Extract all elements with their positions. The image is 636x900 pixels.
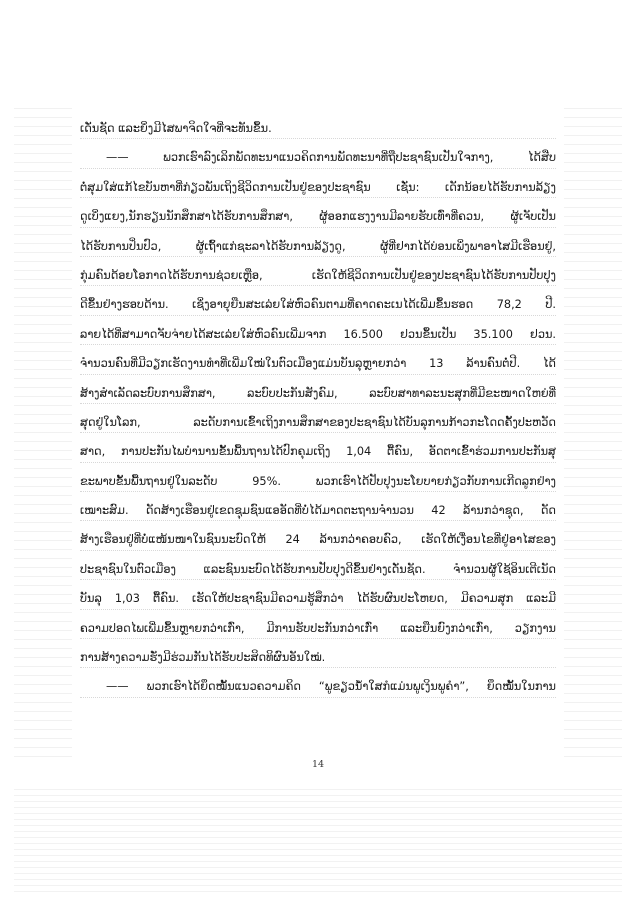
text-line: ສ້າງສຳເລັດລະບົບການສຶກສາ, ລະບົບປະກັນສັງຄົມ, ລະບົບສາທາລະນະສຸກທີ່ມີຂະໜາດໃຫຍ່ທີ່	[80, 379, 556, 408]
text-line: ໄດ້ຮັບການປິ່ນປົວ, ຜູ້ເຖົ້າແກ່ຊະລາໄດ້ຮັບການລ້ຽງດູ, ຜູ້ທີ່ຢາກໄດ້ບ່ອນເພິ່ງພາອາໄສມີເຮືອນຢູ່,	[80, 232, 556, 261]
text-line: ການສ້າງຄວາມຮັ່ງມີຮ່ວມກັນໄດ້ຮັບປະສິດທິຜົນອັນໃໝ່.	[80, 643, 556, 672]
text-line: ເດັ່ນຊັດ ແລະຍິ່ງມີໄສພາຈິດໃຈທີ່ຈະທັນຂຶ້ນ.	[80, 114, 556, 143]
text-line: ຈຳນວນຄົນທີ່ມີວຽກເຮັດງານທຳທີ່ເພີ່ມໃໝ່ໃນຕົວເມືອງແມ່ນບັນລຸຫຼາຍກວ່າ 13 ລ້ານຄົນຕໍ່ປີ. ໄດ້	[80, 349, 556, 378]
page-number: 14	[311, 759, 325, 770]
paragraph-start-line: —— ພວກເຮົາໄດ້ຍຶດໝັ້ນແນວຄວາມຄິດ “ພູຂຽວນ້ຳໃສກໍແມ່ນພູເງິນພູຄຳ”, ຍຶດໝັ້ນໃນການ	[80, 672, 556, 701]
scan-margin-bottom	[14, 784, 622, 894]
paragraph-start-line: —— ພວກເຮົາລົງເລິກພັດທະນາແນວຄິດການພັດທະນາທີ່ຖືປະຊາຊົນເປັນໃຈກາງ, ໄດ້ສືບ	[80, 143, 556, 172]
text-line: ດີຂຶ້ນຢ່າງຮອບດ້ານ. ເຊິ່ງອາຍຸຍືນສະເລ່ຍໃສ່ຫົວຄົນຕາມທີ່ຄາດຄະເນໄດ້ເພີ່ມຂຶ້ນຮອດ 78,2 ປີ.	[80, 290, 556, 319]
text-line: ລາຍໄດ້ທີ່ສາມາດຈັບຈ່າຍໄດ້ສະເລ່ຍໃສ່ຫົວຄົນເພີ່ມຈາກ 16.500 ຢວນຂຶ້ນເປັນ 35.100 ຢວນ.	[80, 320, 556, 349]
text-line: ດູເບິ່ງແຍງ,ນັກຮຽນນັກສຶກສາໄດ້ຮັບການສຶກສາ, ຜູ້ອອກແຮງງານມີລາຍຮັບເທົ່າທີ່ຄວນ, ຜູ້ເຈັບເປັນ	[80, 202, 556, 231]
scan-margin-right	[564, 100, 622, 760]
text-line: ຂະພາບຂັ້ນພື້ນຖານຢູ່ໃນລະດັບ 95%. ພວກເຮົາໄດ້ປັບປຸງນະໂຍບາຍກ່ຽວກັບການເກີດລູກຢ່າງ	[80, 467, 556, 496]
text-line: ເໝາະສົມ. ດັດສ້າງເຮືອນຢູ່ເຂດຊຸມຊົນແອອັດທີ່ບໍ່ໄດ້ມາດຕະຖານຈຳນວນ 42 ລ້ານກວ່າຊຸດ, ດັດ	[80, 496, 556, 525]
body-text	[80, 114, 556, 702]
text-line: ຄວາມປອດໄພເພີ່ມຂຶ້ນຫຼາຍກວ່າເກົ່າ, ມີການຮັບປະກັນກວ່າເກົ່າ ແລະຍືນຍົງກວ່າເກົ່າ, ວຽກງານ	[80, 614, 556, 643]
text-line: ປະຊາຊົນໃນຕົວເມືອງ ແລະຊົນນະບົດໄດ້ຮັບການປັບປຸງດີຂຶ້ນຢ່າງເດັ່ນຊັດ. ຈຳນວນຜູ້ໃຊ້ອິນເຕີເນັດ	[80, 555, 556, 584]
scan-margin-left	[14, 100, 72, 760]
text-line: ບັນລຸ 1,03 ຕື້ຄົນ. ເຮັດໃຫ້ປະຊາຊົນມີຄວາມຮູ້ສຶກວ່າ ໄດ້ຮັບຜົນປະໂຫຍດ, ມີຄວາມສຸກ ແລະມີ	[80, 584, 556, 613]
text-line: ຕໍ່ສຸມໃສ່ແກ້ໄຂບັນຫາທີ່ກ່ຽວພັນເຖິງຊີວິດການເປັນຢູ່ຂອງປະຊາຊົນ ເຊັ່ນ: ເດັກນ້ອຍໄດ້ຮັບການລ້ຽງ	[80, 173, 556, 202]
text-line: ສ້າງເຮືອນຢູ່ທີ່ບໍ່ແໜ້ນໜາໃນຊົນນະບົດໃຫ້ 24 ລ້ານກວ່າຄອບຄົວ, ເຮັດໃຫ້ເງື່ອນໄຂທີ່ຢູ່ອາໄສຂອງ	[80, 525, 556, 554]
text-line: ສາດ, ການປະກັນໄພບຳນານຂັ້ນພື້ນຖານໄດ້ປົກຄຸມເຖິງ 1,04 ຕື້ຄົນ, ອັດຕາເຂົ້າຮ່ວມການປະກັນສຸ	[80, 437, 556, 466]
text-line: ກຸ່ມຄົນດ້ອຍໂອກາດໄດ້ຮັບການຊ່ວຍເຫຼືອ, ເຮັດໃຫ້ຊີວິດການເປັນຢູ່ຂອງປະຊາຊົນໄດ້ຮັບການປັບປຸງ	[80, 261, 556, 290]
text-line: ສຸດຢູ່ໃນໂລກ, ລະດັບການເຂົ້າເຖິງການສຶກສາຂອງປະຊາຊົນໄດ້ບັນລຸການກ້າວກະໂດດຄັ້ງປະຫວັດ	[80, 408, 556, 437]
